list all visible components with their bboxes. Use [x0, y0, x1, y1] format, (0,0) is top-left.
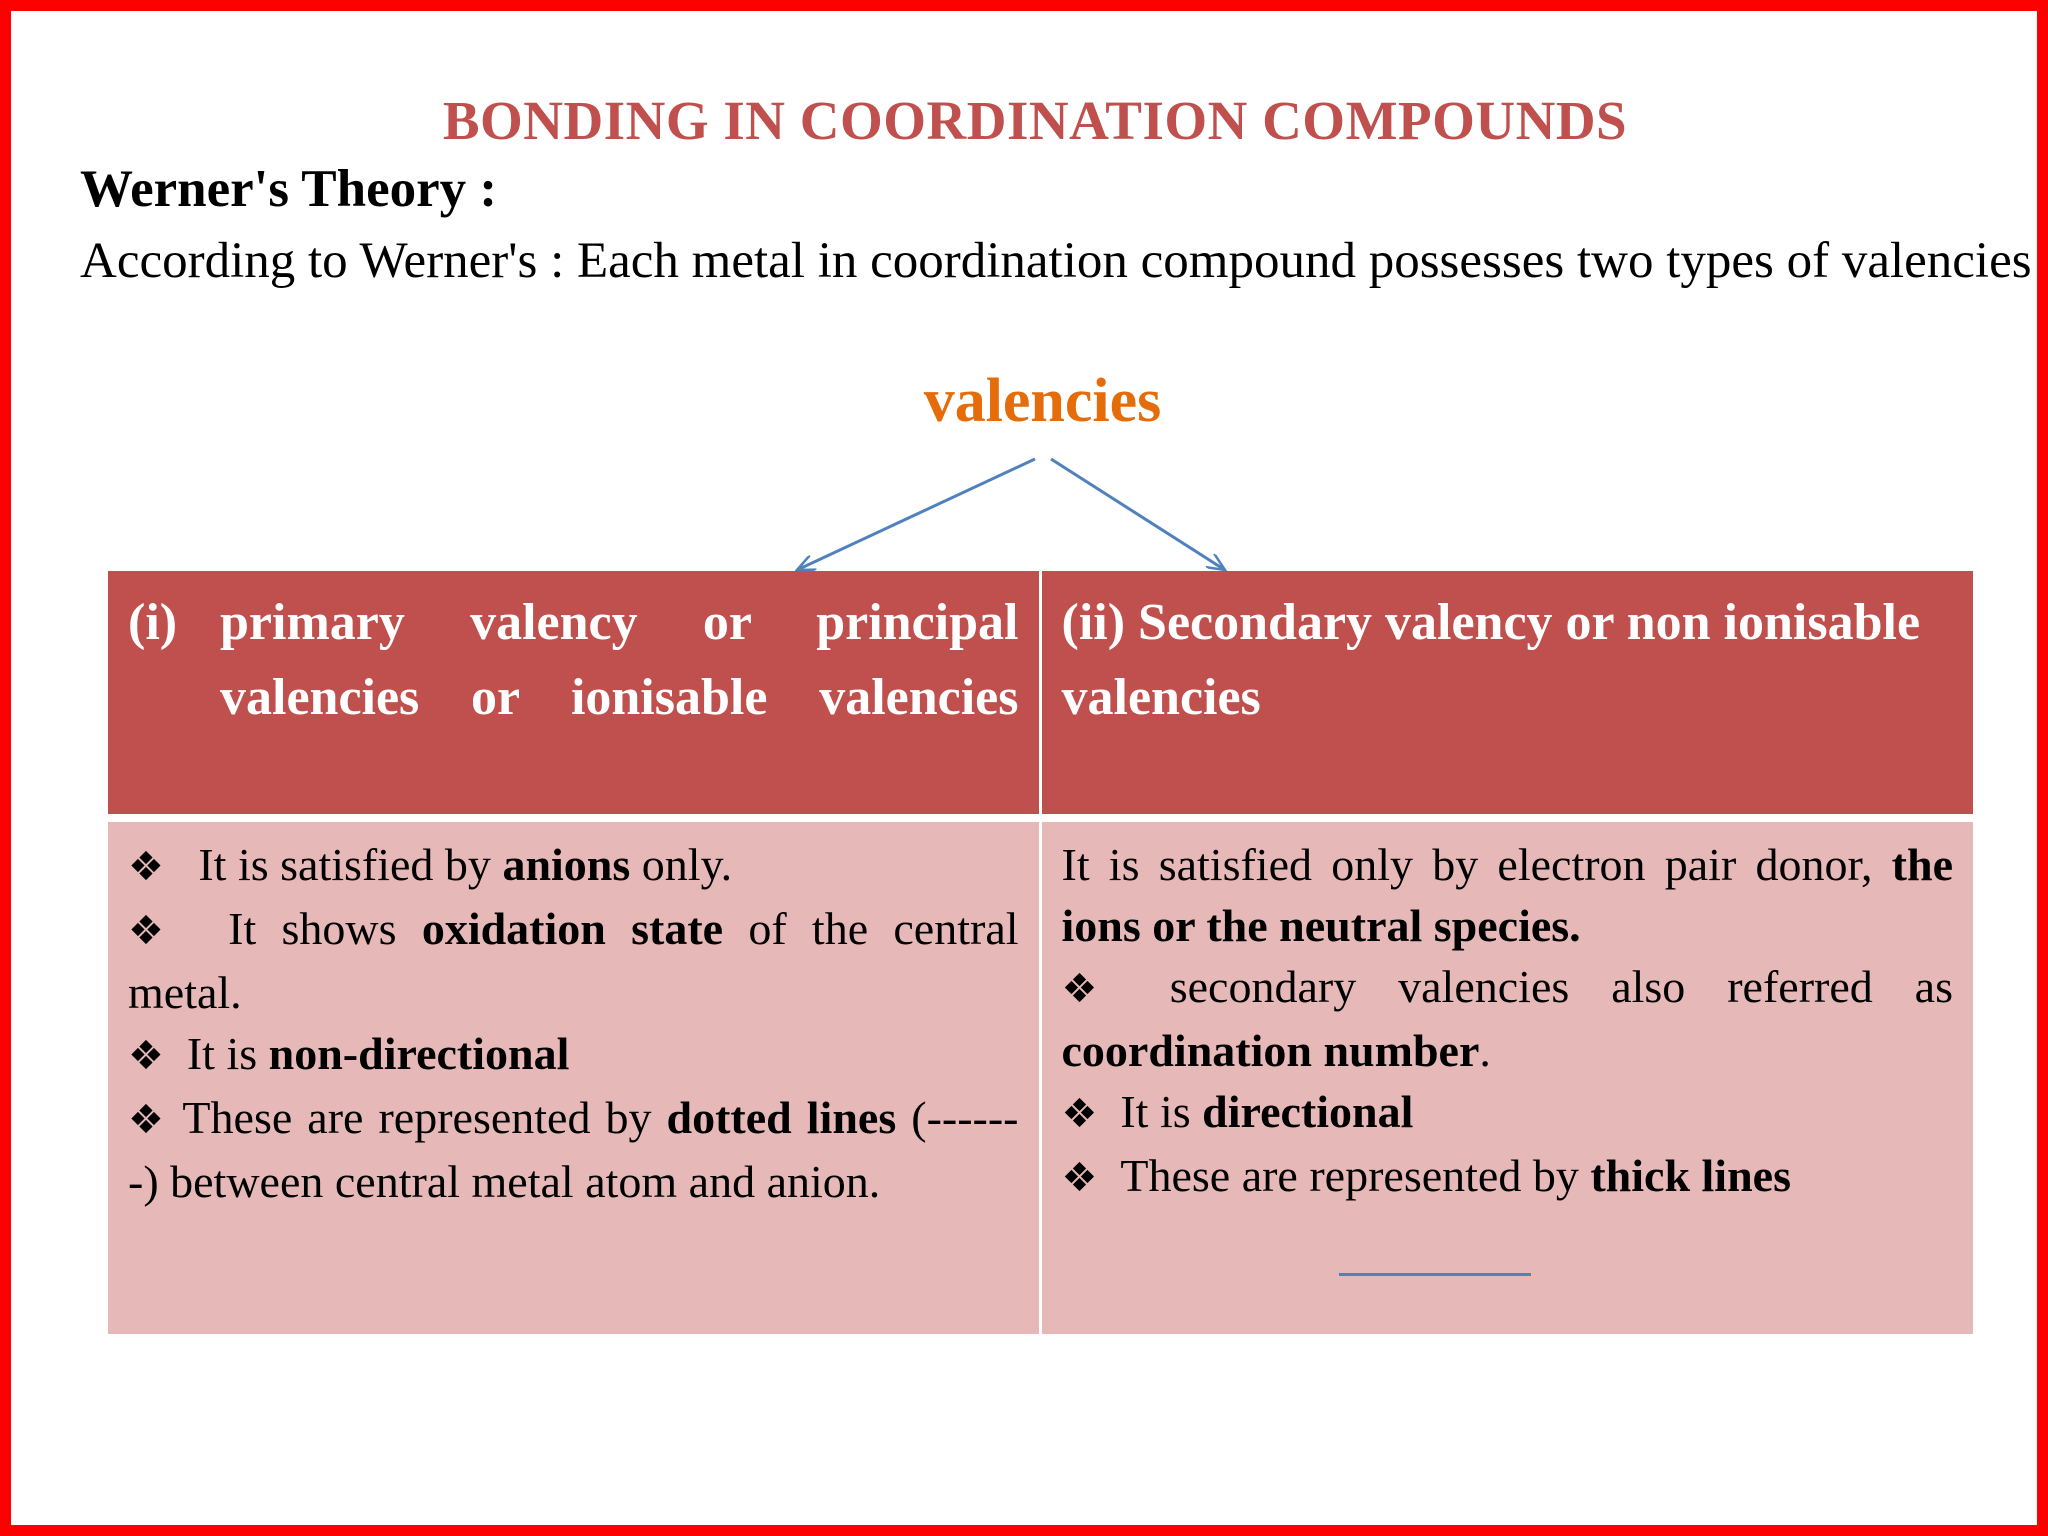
- theory-heading: Werner's Theory :: [80, 160, 498, 218]
- primary-point-1: ❖ It is satisfied by anions only.: [128, 839, 733, 890]
- bullet-icon: ❖: [128, 1033, 164, 1079]
- bullet-icon: ❖: [1061, 1155, 1098, 1201]
- table-header-row: [108, 571, 1973, 814]
- secondary-point-3: ❖ These are represented by thick lines: [1061, 1150, 1791, 1201]
- bullet-icon: ❖: [128, 908, 178, 954]
- arrow-left: [797, 459, 1035, 570]
- bullet-icon: ❖: [128, 1097, 168, 1143]
- bullet-icon: ❖: [1061, 966, 1128, 1012]
- secondary-point-2: ❖ It is directional: [1061, 1086, 1414, 1137]
- primary-header-text: primary valency or principal valencies or ionisable valencies: [220, 594, 1019, 726]
- bullet-icon: ❖: [128, 844, 164, 890]
- thick-line-sample: [1339, 1273, 1531, 1276]
- intro-text: According to Werner's : Each metal in coordination compound possesses two types of valencies: [80, 233, 2032, 289]
- primary-number: (i): [128, 594, 178, 651]
- secondary-header-text: (ii) Secondary valency or non ionisable valencies: [1061, 594, 1921, 726]
- secondary-point-1: ❖ secondary valencies also referred as coordination number.: [1061, 961, 1954, 1076]
- primary-valency-header: [108, 571, 1040, 814]
- primary-point-4: ❖ These are represented by dotted lines (-------) between central metal atom and anion.: [128, 1092, 1019, 1207]
- slide-title: BONDING IN COORDINATION COMPOUNDS: [442, 90, 1628, 151]
- primary-valency-points: [108, 822, 1040, 1334]
- branch-arrows: [11, 11, 2048, 611]
- arrow-right: [1051, 459, 1225, 570]
- primary-point-2: ❖ It shows oxidation state of the central metal.: [128, 903, 1019, 1018]
- table-body-row: [108, 822, 1973, 1334]
- primary-point-3: ❖ It is non-directional: [128, 1028, 570, 1079]
- valencies-label: valencies: [923, 367, 1162, 435]
- secondary-valency-header: [1040, 571, 1973, 814]
- secondary-point-0: It is satisfied only by electron pair donor, the ions or the neutral species.: [1061, 839, 1953, 951]
- bullet-icon: ❖: [1061, 1091, 1098, 1137]
- secondary-valency-points: [1040, 822, 1973, 1334]
- valency-table: [108, 571, 1973, 1334]
